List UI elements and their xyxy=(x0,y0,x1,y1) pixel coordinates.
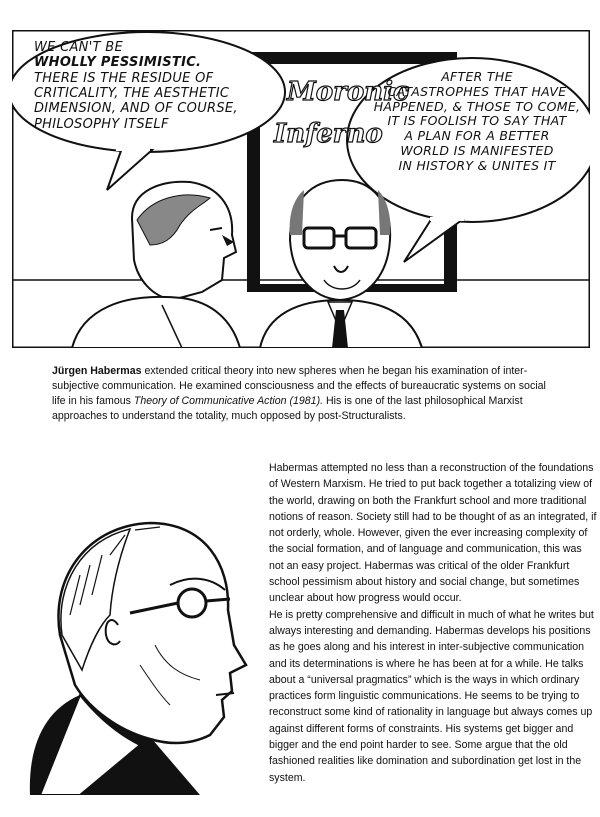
bubble-right-line: A PLAN FOR A BETTER xyxy=(404,128,550,143)
habermas-portrait xyxy=(20,495,265,795)
caption-name: Jürgen Habermas xyxy=(52,365,142,377)
comic-panel xyxy=(12,30,590,348)
bubble-left-line: THERE IS THE RESIDUE OF xyxy=(34,70,214,86)
bubble-right-line: HAPPENED, & THOSE TO COME, xyxy=(373,98,581,114)
bubble-left-line: DIMENSION, AND OF COURSE, xyxy=(34,101,238,117)
man-left xyxy=(72,182,240,348)
bubble-left-line: CRITICALITY, THE AESTHETIC xyxy=(34,85,230,101)
bubble-right-line: CATASTROPHES THAT HAVE xyxy=(387,83,567,99)
bubble-right-line: WORLD IS MANIFESTED xyxy=(400,142,554,158)
bubble-left-line: WE CAN'T BE xyxy=(34,40,123,55)
caption-text: extended critical theory into new spheres when he began his examination of inter-subjective communication. He examined consciousness and the effects of bureaucratic systems on social life in his famous xyxy=(52,365,546,407)
caption-book-title: Theory of Communicative Action (1981). xyxy=(133,395,324,407)
bubble-right-line: AFTER THE xyxy=(441,69,513,84)
body-paragraph: He is pretty comprehensive and difficult in much of what he writes but always interesting and demanding. Habermas develops his positions as he goes along and his interest in inter-subjective communication and its determinations is where he has been at for a while. He talks about a “universal pragmatics” which is the ways in which ordinary practices form linguistic communications. He seems to be trying to reconstruct some kind of rationality in language but always comes up against different forms of constraints. His systems get bigger and bigger and the end point harder to see. Some argue that the old fashioned realities like domination and subordination get lost in the system. xyxy=(269,608,594,784)
sign-inferno: Inferno xyxy=(274,119,383,149)
body-text xyxy=(269,460,599,786)
bubble-right-line: IT IS FOOLISH TO SAY THAT xyxy=(387,113,567,129)
bubble-right-line: IN HISTORY & UNITES IT xyxy=(398,157,556,173)
caption xyxy=(52,364,552,424)
bubble-left-text xyxy=(34,40,274,132)
body-paragraph: Habermas attempted no less than a reconstruction of the foundations of Western Marxism. He tried to put back together a totalizing view of the world, drawing on both the Frankfurt school and more traditional notions of reason. Society still had to be thought of as an integrated, if not orderly, whole. However, given the ever increasing complexity of the social formation, and of language and communication, this was not an easy project. Habermas was critical of the older Frankfurt school pessimism about history and social change, but sometimes unclear about how progress would occur. xyxy=(269,462,597,605)
bubble-left-line: WHOLLY PESSIMISTIC. xyxy=(34,55,202,71)
caption-text: His is one of the last philosophical Marxist approaches to understand the totality, much opposed by post-Structuralists. xyxy=(52,395,523,422)
sign-moronic: Moronic xyxy=(287,77,409,107)
bubble-right-text xyxy=(367,70,587,173)
bubble-left-line: PHILOSOPHY ITSELF xyxy=(34,116,169,132)
